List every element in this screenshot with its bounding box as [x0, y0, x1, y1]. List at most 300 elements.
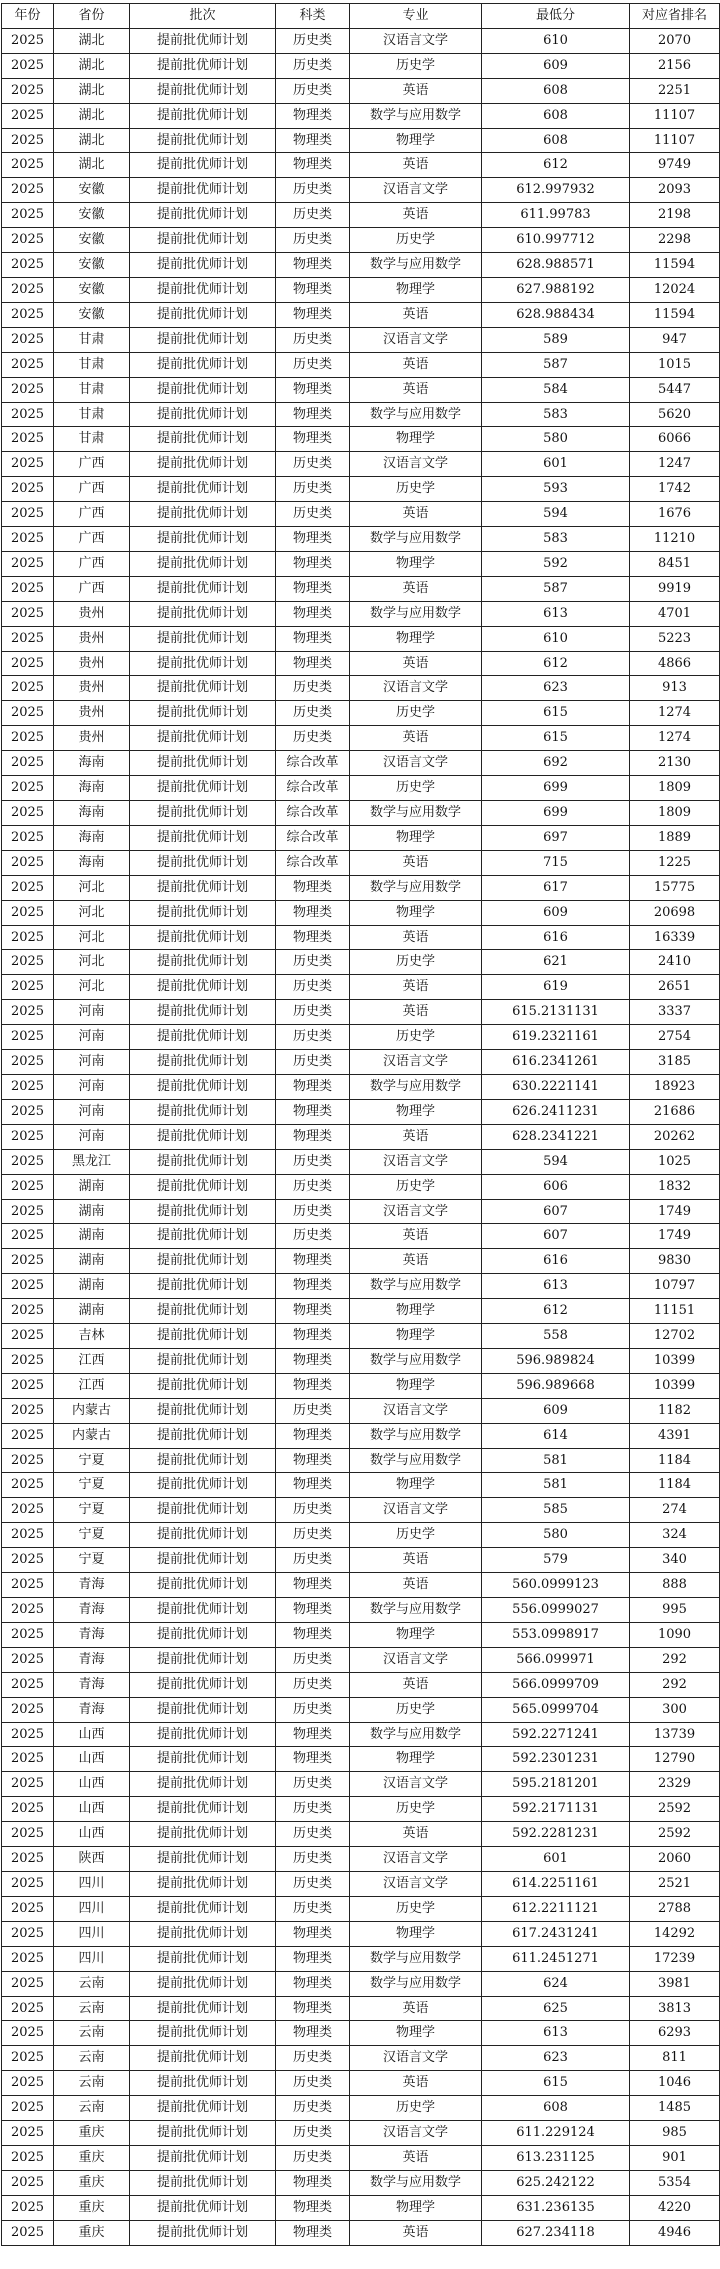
cell-province-rank: 1025: [630, 1149, 720, 1174]
cell-batch: 提前批优师计划: [130, 352, 276, 377]
table-row: [2, 1348, 720, 1373]
table-row: [2, 1498, 720, 1523]
cell-min-score: 593: [482, 477, 630, 502]
cell-min-score: 612.997932: [482, 178, 630, 203]
cell-province: 重庆: [54, 2195, 130, 2220]
cell-batch: 提前批优师计划: [130, 2096, 276, 2121]
admission-score-table: [1, 3, 720, 2246]
cell-batch: 提前批优师计划: [130, 850, 276, 875]
cell-province: 云南: [54, 2021, 130, 2046]
cell-major: 汉语言文学: [350, 1149, 482, 1174]
table-row: [2, 601, 720, 626]
cell-major: 英语: [350, 1124, 482, 1149]
cell-province: 河北: [54, 975, 130, 1000]
cell-province-rank: 995: [630, 1598, 720, 1623]
cell-year: 2025: [2, 601, 54, 626]
header-batch: 批次: [130, 4, 276, 29]
cell-major: 历史学: [350, 1797, 482, 1822]
cell-subject-category: 物理类: [276, 1722, 350, 1747]
cell-province-rank: 1274: [630, 726, 720, 751]
table-body: [2, 28, 720, 2245]
cell-batch: 提前批优师计划: [130, 228, 276, 253]
cell-province: 广西: [54, 477, 130, 502]
cell-province: 内蒙古: [54, 1423, 130, 1448]
cell-year: 2025: [2, 2046, 54, 2071]
cell-subject-category: 历史类: [276, 1224, 350, 1249]
cell-subject-category: 历史类: [276, 975, 350, 1000]
cell-major: 英语: [350, 2071, 482, 2096]
cell-province-rank: 12790: [630, 1747, 720, 1772]
table-row: [2, 1548, 720, 1573]
cell-province: 青海: [54, 1622, 130, 1647]
cell-province-rank: 15775: [630, 875, 720, 900]
cell-year: 2025: [2, 626, 54, 651]
cell-min-score: 612.2211121: [482, 1896, 630, 1921]
table-row: [2, 128, 720, 153]
cell-province: 河南: [54, 1050, 130, 1075]
cell-subject-category: 物理类: [276, 302, 350, 327]
cell-batch: 提前批优师计划: [130, 1523, 276, 1548]
cell-batch: 提前批优师计划: [130, 1174, 276, 1199]
cell-year: 2025: [2, 1647, 54, 1672]
cell-year: 2025: [2, 1348, 54, 1373]
cell-year: 2025: [2, 1822, 54, 1847]
cell-major: 数学与应用数学: [350, 1274, 482, 1299]
cell-min-score: 592: [482, 551, 630, 576]
cell-subject-category: 物理类: [276, 377, 350, 402]
cell-batch: 提前批优师计划: [130, 1299, 276, 1324]
cell-year: 2025: [2, 377, 54, 402]
cell-province: 广西: [54, 502, 130, 527]
cell-min-score: 613.231125: [482, 2145, 630, 2170]
cell-province: 安徽: [54, 178, 130, 203]
cell-major: 英语: [350, 1000, 482, 1025]
cell-year: 2025: [2, 801, 54, 826]
cell-subject-category: 历史类: [276, 1498, 350, 1523]
cell-min-score: 581: [482, 1448, 630, 1473]
table-row: [2, 626, 720, 651]
cell-min-score: 566.0999709: [482, 1672, 630, 1697]
cell-province-rank: 5447: [630, 377, 720, 402]
cell-major: 物理学: [350, 825, 482, 850]
cell-province: 甘肃: [54, 377, 130, 402]
cell-subject-category: 物理类: [276, 1921, 350, 1946]
cell-province-rank: 11594: [630, 302, 720, 327]
table-row: [2, 427, 720, 452]
cell-min-score: 615.2131131: [482, 1000, 630, 1025]
cell-province-rank: 300: [630, 1697, 720, 1722]
cell-subject-category: 物理类: [276, 1573, 350, 1598]
cell-batch: 提前批优师计划: [130, 153, 276, 178]
cell-batch: 提前批优师计划: [130, 2195, 276, 2220]
cell-year: 2025: [2, 1423, 54, 1448]
cell-province: 青海: [54, 1573, 130, 1598]
cell-subject-category: 物理类: [276, 277, 350, 302]
cell-major: 汉语言文学: [350, 1847, 482, 1872]
cell-major: 汉语言文学: [350, 2121, 482, 2146]
cell-min-score: 592.2171131: [482, 1797, 630, 1822]
cell-subject-category: 综合改革: [276, 825, 350, 850]
cell-min-score: 626.2411231: [482, 1099, 630, 1124]
cell-min-score: 560.0999123: [482, 1573, 630, 1598]
cell-subject-category: 历史类: [276, 1647, 350, 1672]
cell-year: 2025: [2, 1871, 54, 1896]
cell-major: 英语: [350, 1672, 482, 1697]
cell-major: 历史学: [350, 477, 482, 502]
cell-province-rank: 340: [630, 1548, 720, 1573]
cell-year: 2025: [2, 2021, 54, 2046]
cell-subject-category: 物理类: [276, 1099, 350, 1124]
cell-year: 2025: [2, 502, 54, 527]
cell-year: 2025: [2, 1697, 54, 1722]
table-row: [2, 1573, 720, 1598]
cell-year: 2025: [2, 203, 54, 228]
cell-batch: 提前批优师计划: [130, 1324, 276, 1349]
cell-major: 汉语言文学: [350, 751, 482, 776]
cell-year: 2025: [2, 178, 54, 203]
cell-subject-category: 历史类: [276, 1000, 350, 1025]
cell-batch: 提前批优师计划: [130, 377, 276, 402]
cell-batch: 提前批优师计划: [130, 53, 276, 78]
cell-subject-category: 历史类: [276, 1847, 350, 1872]
table-row: [2, 1871, 720, 1896]
cell-major: 英语: [350, 975, 482, 1000]
cell-year: 2025: [2, 527, 54, 552]
cell-subject-category: 物理类: [276, 427, 350, 452]
cell-batch: 提前批优师计划: [130, 1398, 276, 1423]
cell-subject-category: 历史类: [276, 1523, 350, 1548]
cell-batch: 提前批优师计划: [130, 1050, 276, 1075]
cell-batch: 提前批优师计划: [130, 28, 276, 53]
cell-year: 2025: [2, 1598, 54, 1623]
cell-province: 湖南: [54, 1299, 130, 1324]
cell-major: 物理学: [350, 1747, 482, 1772]
cell-min-score: 623: [482, 676, 630, 701]
cell-major: 英语: [350, 352, 482, 377]
cell-batch: 提前批优师计划: [130, 626, 276, 651]
cell-province-rank: 2754: [630, 1025, 720, 1050]
cell-year: 2025: [2, 1573, 54, 1598]
cell-min-score: 617: [482, 875, 630, 900]
cell-batch: 提前批优师计划: [130, 1622, 276, 1647]
table-row: [2, 776, 720, 801]
cell-province-rank: 10399: [630, 1373, 720, 1398]
table-row: [2, 527, 720, 552]
cell-year: 2025: [2, 78, 54, 103]
table-row: [2, 477, 720, 502]
cell-subject-category: 物理类: [276, 402, 350, 427]
cell-batch: 提前批优师计划: [130, 1822, 276, 1847]
cell-min-score: 616.2341261: [482, 1050, 630, 1075]
cell-province: 云南: [54, 2071, 130, 2096]
cell-province-rank: 20698: [630, 900, 720, 925]
cell-subject-category: 历史类: [276, 352, 350, 377]
cell-batch: 提前批优师计划: [130, 1149, 276, 1174]
cell-major: 英语: [350, 925, 482, 950]
cell-min-score: 624: [482, 1971, 630, 1996]
cell-min-score: 608: [482, 2096, 630, 2121]
cell-major: 数学与应用数学: [350, 402, 482, 427]
cell-province-rank: 3337: [630, 1000, 720, 1025]
cell-year: 2025: [2, 1224, 54, 1249]
cell-province: 湖北: [54, 28, 130, 53]
header-year: 年份: [2, 4, 54, 29]
cell-province-rank: 1274: [630, 701, 720, 726]
cell-major: 物理学: [350, 1099, 482, 1124]
cell-batch: 提前批优师计划: [130, 277, 276, 302]
cell-major: 数学与应用数学: [350, 875, 482, 900]
table-row: [2, 277, 720, 302]
table-row: [2, 2071, 720, 2096]
cell-subject-category: 物理类: [276, 1622, 350, 1647]
cell-major: 物理学: [350, 626, 482, 651]
table-row: [2, 1921, 720, 1946]
cell-province: 重庆: [54, 2170, 130, 2195]
cell-major: 英语: [350, 377, 482, 402]
cell-province: 河北: [54, 925, 130, 950]
table-row: [2, 2021, 720, 2046]
cell-major: 汉语言文学: [350, 28, 482, 53]
table-row: [2, 377, 720, 402]
cell-major: 物理学: [350, 427, 482, 452]
cell-province: 河南: [54, 1124, 130, 1149]
cell-province: 重庆: [54, 2220, 130, 2245]
table-row: [2, 950, 720, 975]
cell-subject-category: 历史类: [276, 228, 350, 253]
cell-subject-category: 历史类: [276, 178, 350, 203]
cell-min-score: 614.2251161: [482, 1871, 630, 1896]
cell-min-score: 596.989668: [482, 1373, 630, 1398]
cell-province: 宁夏: [54, 1473, 130, 1498]
cell-subject-category: 物理类: [276, 601, 350, 626]
cell-subject-category: 物理类: [276, 551, 350, 576]
cell-province: 青海: [54, 1697, 130, 1722]
table-row: [2, 1249, 720, 1274]
cell-subject-category: 历史类: [276, 477, 350, 502]
table-row: [2, 327, 720, 352]
cell-batch: 提前批优师计划: [130, 253, 276, 278]
cell-major: 汉语言文学: [350, 1871, 482, 1896]
cell-major: 物理学: [350, 1473, 482, 1498]
cell-province: 湖南: [54, 1224, 130, 1249]
cell-province: 湖北: [54, 153, 130, 178]
cell-province-rank: 10399: [630, 1348, 720, 1373]
cell-province: 贵州: [54, 601, 130, 626]
cell-subject-category: 历史类: [276, 1672, 350, 1697]
cell-year: 2025: [2, 2071, 54, 2096]
cell-year: 2025: [2, 153, 54, 178]
cell-province-rank: 6066: [630, 427, 720, 452]
cell-min-score: 601: [482, 1847, 630, 1872]
cell-min-score: 594: [482, 1149, 630, 1174]
cell-min-score: 581: [482, 1473, 630, 1498]
header-major: 专业: [350, 4, 482, 29]
cell-min-score: 580: [482, 427, 630, 452]
cell-batch: 提前批优师计划: [130, 452, 276, 477]
cell-batch: 提前批优师计划: [130, 1573, 276, 1598]
cell-batch: 提前批优师计划: [130, 1274, 276, 1299]
cell-province-rank: 2198: [630, 203, 720, 228]
cell-subject-category: 物理类: [276, 1373, 350, 1398]
cell-batch: 提前批优师计划: [130, 1847, 276, 1872]
cell-major: 英语: [350, 576, 482, 601]
cell-province: 安徽: [54, 277, 130, 302]
cell-major: 英语: [350, 1548, 482, 1573]
cell-province: 云南: [54, 1971, 130, 1996]
cell-min-score: 616: [482, 1249, 630, 1274]
cell-subject-category: 历史类: [276, 1548, 350, 1573]
cell-province: 海南: [54, 751, 130, 776]
cell-major: 数学与应用数学: [350, 1946, 482, 1971]
cell-province-rank: 4701: [630, 601, 720, 626]
cell-min-score: 630.2221141: [482, 1074, 630, 1099]
cell-province-rank: 1485: [630, 2096, 720, 2121]
header-subject-category: 科类: [276, 4, 350, 29]
cell-province: 云南: [54, 1996, 130, 2021]
cell-year: 2025: [2, 751, 54, 776]
cell-min-score: 592.2301231: [482, 1747, 630, 1772]
table-row: [2, 850, 720, 875]
cell-subject-category: 物理类: [276, 2021, 350, 2046]
table-row: [2, 1523, 720, 1548]
table-row: [2, 1398, 720, 1423]
cell-major: 数学与应用数学: [350, 527, 482, 552]
cell-batch: 提前批优师计划: [130, 327, 276, 352]
cell-batch: 提前批优师计划: [130, 825, 276, 850]
cell-batch: 提前批优师计划: [130, 1896, 276, 1921]
cell-min-score: 596.989824: [482, 1348, 630, 1373]
cell-subject-category: 历史类: [276, 1871, 350, 1896]
table-row: [2, 1025, 720, 1050]
cell-province-rank: 4391: [630, 1423, 720, 1448]
cell-batch: 提前批优师计划: [130, 1548, 276, 1573]
cell-province-rank: 1225: [630, 850, 720, 875]
cell-min-score: 617.2431241: [482, 1921, 630, 1946]
cell-min-score: 613: [482, 601, 630, 626]
cell-min-score: 621: [482, 950, 630, 975]
cell-year: 2025: [2, 1074, 54, 1099]
cell-min-score: 610.997712: [482, 228, 630, 253]
cell-batch: 提前批优师计划: [130, 751, 276, 776]
cell-batch: 提前批优师计划: [130, 203, 276, 228]
table-row: [2, 103, 720, 128]
cell-province-rank: 11151: [630, 1299, 720, 1324]
cell-min-score: 619.2321161: [482, 1025, 630, 1050]
cell-min-score: 592.2281231: [482, 1822, 630, 1847]
cell-province-rank: 1749: [630, 1199, 720, 1224]
cell-min-score: 585: [482, 1498, 630, 1523]
cell-year: 2025: [2, 1000, 54, 1025]
table-row: [2, 925, 720, 950]
table-row: [2, 352, 720, 377]
table-row: [2, 825, 720, 850]
cell-province: 重庆: [54, 2121, 130, 2146]
cell-province-rank: 2251: [630, 78, 720, 103]
cell-province: 河北: [54, 875, 130, 900]
cell-min-score: 612: [482, 153, 630, 178]
table-row: [2, 2046, 720, 2071]
cell-batch: 提前批优师计划: [130, 701, 276, 726]
cell-min-score: 715: [482, 850, 630, 875]
cell-year: 2025: [2, 975, 54, 1000]
cell-year: 2025: [2, 1124, 54, 1149]
cell-major: 汉语言文学: [350, 1398, 482, 1423]
cell-batch: 提前批优师计划: [130, 1697, 276, 1722]
cell-batch: 提前批优师计划: [130, 302, 276, 327]
cell-major: 物理学: [350, 128, 482, 153]
cell-year: 2025: [2, 1398, 54, 1423]
cell-subject-category: 物理类: [276, 1598, 350, 1623]
cell-batch: 提前批优师计划: [130, 551, 276, 576]
cell-major: 汉语言文学: [350, 1772, 482, 1797]
cell-subject-category: 物理类: [276, 253, 350, 278]
cell-year: 2025: [2, 352, 54, 377]
cell-batch: 提前批优师计划: [130, 1772, 276, 1797]
table-row: [2, 1124, 720, 1149]
cell-min-score: 613: [482, 1274, 630, 1299]
cell-province-rank: 1247: [630, 452, 720, 477]
cell-major: 汉语言文学: [350, 452, 482, 477]
cell-batch: 提前批优师计划: [130, 1672, 276, 1697]
cell-subject-category: 历史类: [276, 78, 350, 103]
cell-province-rank: 2521: [630, 1871, 720, 1896]
cell-batch: 提前批优师计划: [130, 1747, 276, 1772]
cell-province-rank: 5620: [630, 402, 720, 427]
cell-province: 湖南: [54, 1274, 130, 1299]
cell-province-rank: 811: [630, 2046, 720, 2071]
table-row: [2, 1747, 720, 1772]
cell-major: 物理学: [350, 2195, 482, 2220]
table-row: [2, 1946, 720, 1971]
cell-major: 历史学: [350, 228, 482, 253]
cell-subject-category: 物理类: [276, 1423, 350, 1448]
table-row: [2, 1448, 720, 1473]
cell-province-rank: 4220: [630, 2195, 720, 2220]
cell-province: 河南: [54, 1074, 130, 1099]
cell-major: 历史学: [350, 1025, 482, 1050]
table-row: [2, 1896, 720, 1921]
cell-subject-category: 物理类: [276, 1299, 350, 1324]
cell-province-rank: 14292: [630, 1921, 720, 1946]
cell-province: 广西: [54, 576, 130, 601]
cell-province: 湖南: [54, 1249, 130, 1274]
cell-province: 贵州: [54, 726, 130, 751]
cell-province: 甘肃: [54, 327, 130, 352]
cell-batch: 提前批优师计划: [130, 1797, 276, 1822]
cell-batch: 提前批优师计划: [130, 128, 276, 153]
table-row: [2, 153, 720, 178]
cell-subject-category: 历史类: [276, 327, 350, 352]
cell-batch: 提前批优师计划: [130, 1722, 276, 1747]
cell-min-score: 607: [482, 1199, 630, 1224]
cell-province-rank: 1742: [630, 477, 720, 502]
cell-batch: 提前批优师计划: [130, 1124, 276, 1149]
cell-min-score: 610: [482, 28, 630, 53]
cell-province: 广西: [54, 551, 130, 576]
cell-major: 数学与应用数学: [350, 1598, 482, 1623]
cell-province: 宁夏: [54, 1548, 130, 1573]
cell-min-score: 583: [482, 527, 630, 552]
cell-province: 内蒙古: [54, 1398, 130, 1423]
cell-year: 2025: [2, 1099, 54, 1124]
cell-province: 海南: [54, 776, 130, 801]
cell-major: 汉语言文学: [350, 1050, 482, 1075]
cell-major: 英语: [350, 502, 482, 527]
cell-major: 英语: [350, 651, 482, 676]
table-row: [2, 1672, 720, 1697]
cell-batch: 提前批优师计划: [130, 178, 276, 203]
cell-major: 汉语言文学: [350, 2046, 482, 2071]
